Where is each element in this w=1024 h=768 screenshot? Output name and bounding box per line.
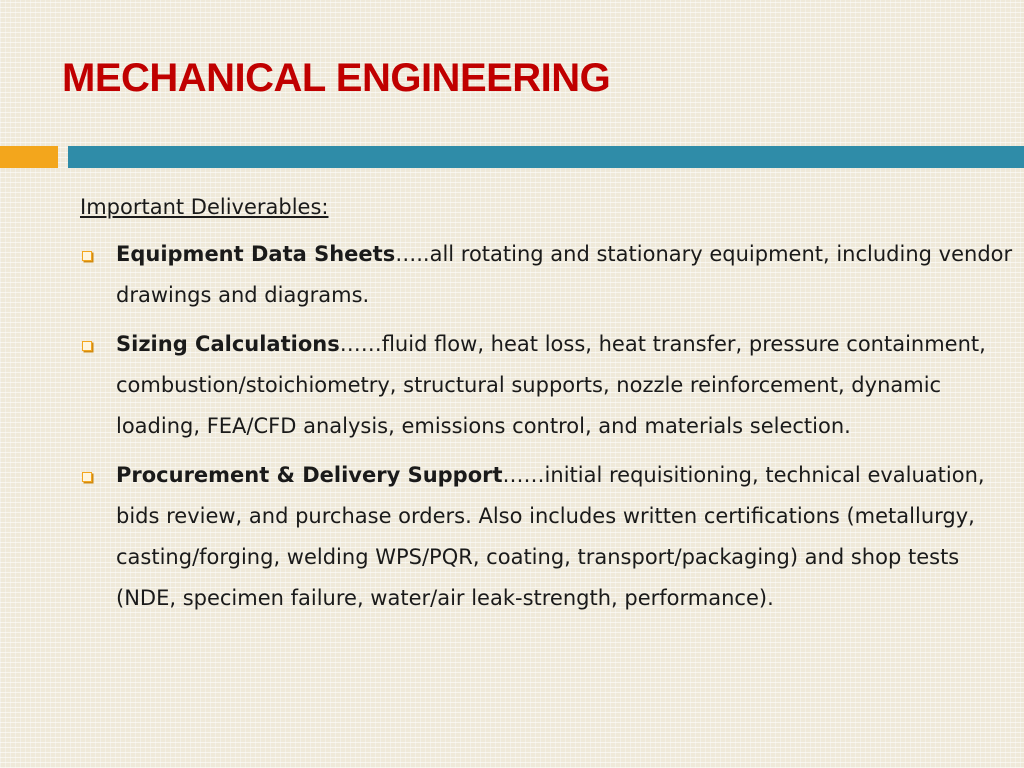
list-item <box>80 324 1015 447</box>
deliverable-text: all rotating and stationary equipment, including vendor drawings and diagrams. <box>116 242 1013 307</box>
slide-title: MECHANICAL ENGINEERING <box>62 56 611 100</box>
deliverable-separator: …… <box>339 332 382 356</box>
deliverable-term: Procurement & Delivery Support <box>116 463 503 487</box>
intro-heading: Important Deliverables: <box>80 195 329 219</box>
deliverable-text: initial requisitioning, technical evaluation, bids review, and purchase orders. Also includes written certifications (metallurgy, casting/forging, welding WPS/PQR, coating, transport/packaging) and shop tests (NDE, specimen failure, water/air leak-strength, performance). <box>116 463 985 610</box>
list-item <box>80 455 1015 619</box>
accent-bar-orange <box>0 146 58 168</box>
deliverable-separator: ….. <box>395 242 430 266</box>
deliverable-term: Sizing Calculations <box>116 332 340 356</box>
slide-body <box>80 192 1015 627</box>
deliverable-term: Equipment Data Sheets <box>116 242 396 266</box>
square-bullet-icon <box>82 251 92 261</box>
list-item <box>80 234 1015 316</box>
deliverables-list <box>80 234 1015 619</box>
square-bullet-icon <box>82 472 92 482</box>
deliverable-text: fluid flow, heat loss, heat transfer, pressure containment, combustion/stoichiometry, structural supports, nozzle reinforcement, dynamic loading, FEA/CFD analysis, emissions control, and materials selection. <box>116 332 986 438</box>
square-bullet-icon <box>82 341 92 351</box>
accent-bar-blue <box>68 146 1024 168</box>
deliverable-separator: …… <box>502 463 545 487</box>
